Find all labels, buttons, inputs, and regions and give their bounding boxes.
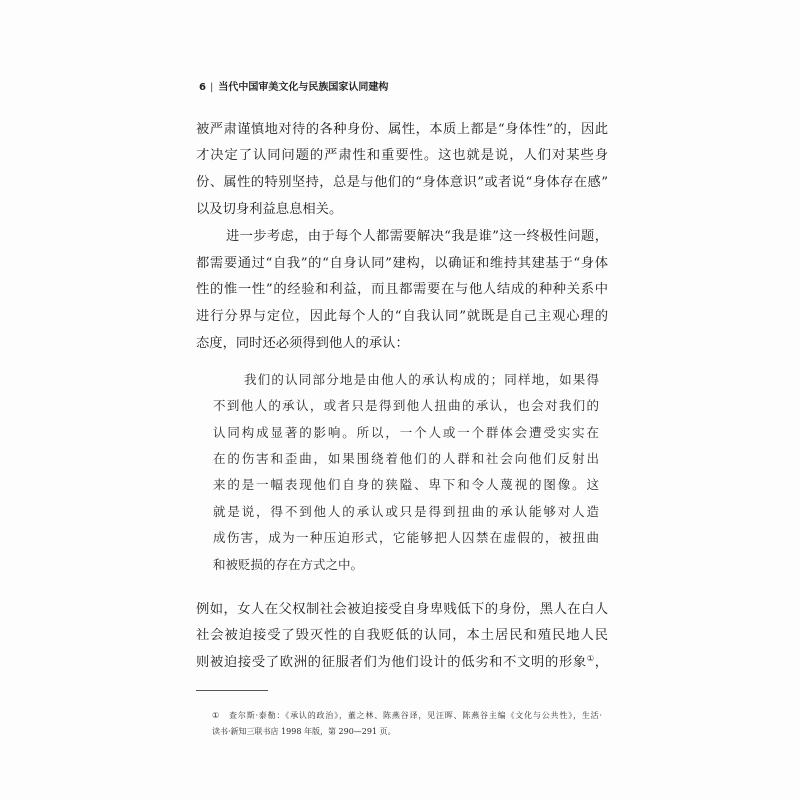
footnote-marker: ①	[212, 711, 220, 720]
quote-line: 不到他人的承认，或者只是得到他人扭曲的承认，也会对我们的	[213, 398, 599, 414]
block-quote	[213, 367, 599, 578]
paragraph-2	[196, 224, 608, 358]
body-line: 态度，同时还必须得到他人的承认：	[196, 335, 409, 351]
trailing-punctuation: ，	[594, 655, 609, 671]
body-line: 进一步考虑，由于每个人都需要解决“我是谁”这一终极性问题，	[226, 228, 608, 244]
body-line: 才决定了认同问题的严肃性和重要性。这也就是说，人们对某些身	[196, 148, 608, 164]
paragraph-3	[196, 597, 608, 677]
body-line: 社会被迫接受了毁灭性的自我贬低的认同，本土居民和殖民地人民	[196, 628, 608, 644]
body-text-upper	[196, 117, 608, 358]
paragraph-1	[196, 117, 608, 224]
quote-line: 成伤害，成为一种压迫形式，它能够把人囚禁在虚假的，被扭曲	[213, 530, 599, 546]
body-line-text: 则被迫接受了欧洲的征服者们为他们设计的低劣和不文明的形象	[196, 655, 587, 671]
running-header	[199, 80, 388, 96]
quote-line: 和被贬损的存在方式之中。	[213, 556, 364, 572]
body-line: 被严肃谨慎地对待的各种身份、属性，本质上都是“身体性”的，因此	[196, 121, 608, 137]
footnote-line: 读书·新知三联书店 1998 年版，第 290—291 页。	[212, 727, 396, 736]
quote-line: 来的是一幅表现他们自身的狭隘、卑下和令人蔑视的图像。这	[213, 477, 599, 493]
body-line: 性的惟一性”的经验和利益，而且都需要在与他人结成的种种关系中	[196, 282, 608, 298]
header-separator: |	[209, 82, 214, 93]
footnote-line	[212, 708, 602, 724]
body-line: 以及切身利益息息相关。	[196, 201, 343, 217]
footnote-text: 查尔斯·泰勒：《承认的政治》，董之林、陈燕谷译，见汪晖、陈燕谷主编《文化与公共性》，生活·	[229, 711, 602, 720]
quote-line: 就是说，得不到他人的承认或只是得到扭曲的承认能够对人造	[213, 503, 599, 519]
body-line: 进行分界与定位，因此每个人的“自我认同”就既是自己主观心理的	[196, 309, 608, 325]
quote-line: 在的伤害和歪曲，如果围绕着他们的人群和社会向他们反射出	[213, 451, 599, 467]
footnotes	[212, 708, 602, 740]
body-line	[196, 650, 608, 677]
footnote-reference: ①	[586, 654, 595, 664]
body-line: 份、属性的特别坚持，总是与他们的“身体意识”或者说“身体存在感”	[196, 175, 608, 191]
book-title: 当代中国审美文化与民族国家认同建构	[218, 82, 389, 93]
body-line: 例如，女人在父权制社会被迫接受自身卑贱低下的身份，黑人在白人	[196, 601, 608, 617]
footnote-divider	[196, 690, 268, 691]
quote-line: 认同构成显著的影响。所以，一个人或一个群体会遭受实实在	[213, 424, 599, 440]
body-line: 都需要通过“自我”的“自身认同”建构，以确证和维持其建基于“身体	[196, 255, 608, 271]
quote-line: 我们的认同部分地是由他人的承认构成的；同样地，如果得	[244, 371, 599, 387]
page-number: 6	[199, 82, 206, 93]
